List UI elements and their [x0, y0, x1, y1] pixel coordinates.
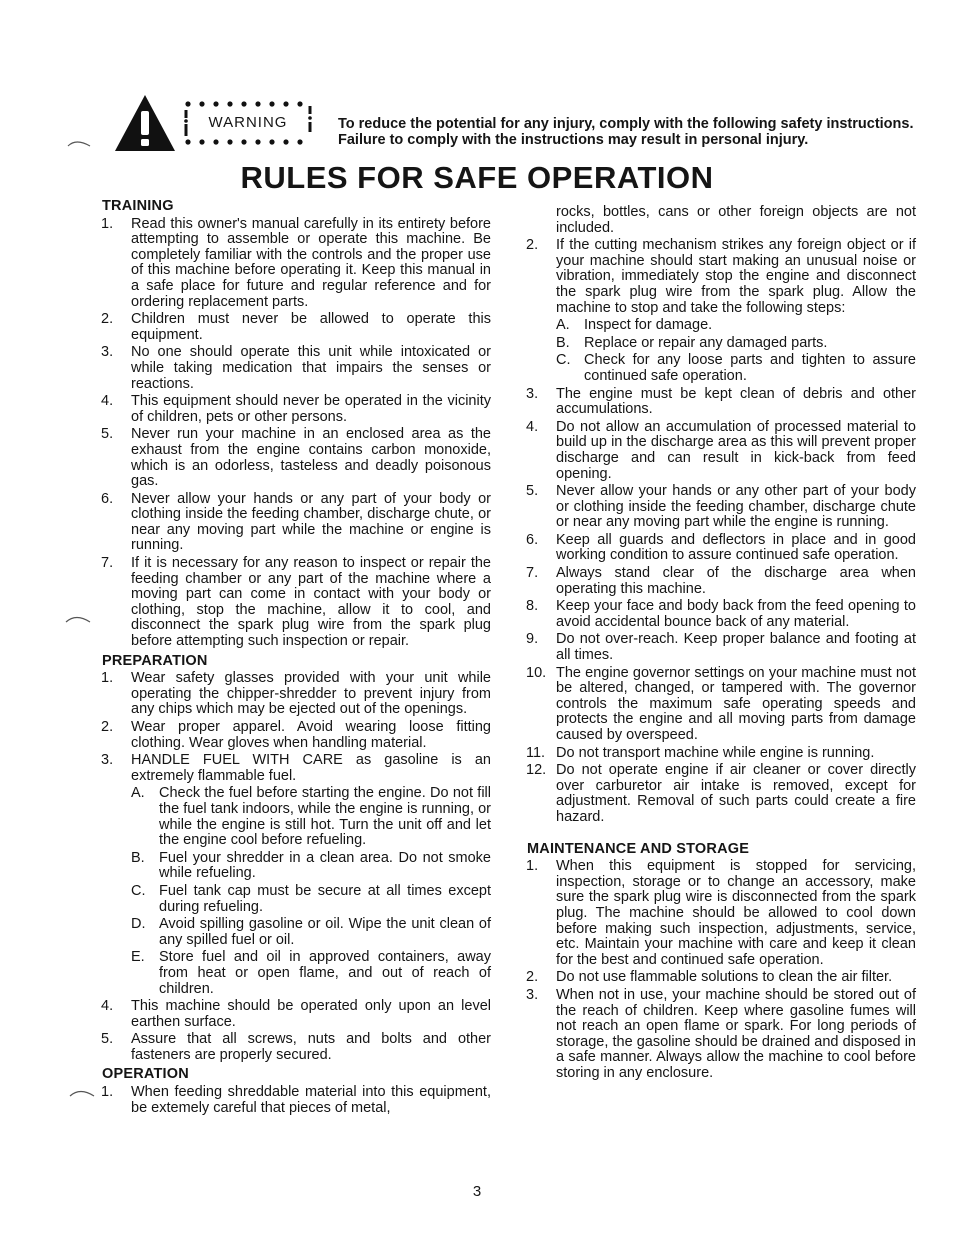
- section-heading-preparation: PREPARATION: [102, 652, 208, 669]
- list-item: 10. The engine governor settings on your machine must not be altered, changed, or tampered with. The governor controls the maximum safe operating speeds and protects the engine and all moving parts from damage caused by overspeed.: [526, 664, 916, 743]
- list-item: 3. The engine must be kept clean of debris and other accumulations.: [526, 385, 916, 418]
- list-item: 1. When this equipment is stopped for servicing, inspection, storage or to change an accessory, make sure the spark plug wire is disconnected from the spark plug. The machine should be allowed to cool down before making such inspection, adjustments, service, etc. Maintain your machine with care and keep it clean for the best and continued safe operation.: [526, 858, 916, 968]
- list-item: 7. Always stand clear of the discharge area when operating this machine.: [526, 565, 916, 597]
- sub-list-item: E. Store fuel and oil in approved containers, away from heat or open flame, and out of reach of children.: [131, 949, 491, 997]
- list-item: 8. Keep your face and body back from the feed opening to avoid accidental bounce back of any material.: [526, 598, 916, 630]
- sub-list-item: B. Replace or repair any damaged parts.: [556, 334, 828, 351]
- list-item: 3. When not in use, your machine should be stored out of the reach of children. Keep where gasoline fumes will not reach an open flame or spark. For long periods of storage, the gasoline should be drained and disposed in a safe manner. Always allow the machine to cool before storing in any enclosure.: [526, 986, 916, 1081]
- sub-list-item: D. Avoid spilling gasoline or oil. Wipe the unit clean of any spilled fuel or oil.: [131, 916, 491, 948]
- section-heading-operation: OPERATION: [102, 1066, 189, 1083]
- list-item: 6. Never allow your hands or any part of your body or clothing inside the feeding chamber, discharge chute, or near any moving part while the machine or engine is running.: [101, 490, 491, 554]
- list-item: 9. Do not over-reach. Keep proper balance and footing at all times.: [526, 631, 916, 664]
- list-item: 3. No one should operate this unit while intoxicated or while taking medication that impairs the senses or reactions.: [101, 344, 491, 392]
- list-item: 2. Children must never be allowed to operate this equipment.: [101, 311, 491, 343]
- sub-list-item: B. Fuel your shredder in a clean area. Do not smoke while refueling.: [131, 849, 491, 882]
- list-item: 1. Read this owner's manual carefully in its entirety before attempting to assemble or operate this machine. Be completely familiar with the controls and the proper use of this machine before operating it. Keep this manual in a safe place for future and regular reference and for ordering replacement parts.: [101, 215, 491, 310]
- list-item: 1. When feeding shreddable material into this equipment, be extemely careful that pieces of metal,: [101, 1084, 491, 1116]
- list-item: 4. This equipment should never be operated in the vicinity of children, pets or other persons.: [101, 393, 491, 425]
- list-item: 7. If it is necessary for any reason to inspect or repair the feeding chamber or any part of the machine where a moving part can come in contact with your body or clothing, stop the machine, allow it to cool, and disconnect the spark plug wire from the spark plug before attempting such inspection or repair.: [101, 555, 491, 650]
- page-title: RULES FOR SAFE OPERATION: [240, 160, 714, 195]
- warning-triangle-icon: [113, 93, 177, 153]
- list-item: 1. Wear safety glasses provided with your unit while operating the chipper-shredder to prevent injury from any chips which may be ejected out of the openings.: [101, 670, 491, 718]
- list-item: 4. Do not allow an accumulation of processed material to build up in the discharge area as this will prevent proper discharge and can result in kick-back from feed opening.: [526, 418, 916, 482]
- sub-list-item: A. Check the fuel before starting the engine. Do not fill the fuel tank indoors, while the engine is running, or while the engine is still hot. Turn the unit off and let the engine cool before refueling.: [131, 785, 491, 849]
- page-number: 3: [472, 1183, 482, 1200]
- list-item: 2. If the cutting mechanism strikes any foreign object or if your machine should start making an unusual noise or vibration, immediately stop the engine and disconnect the spark plug wire from the spark plug. Allow the machine to stop and take the following steps: A. Inspect for damage. B. Replace or repair any damaged parts. C. Check for any loose parts and tighten to assure continued safe operation.: [526, 237, 916, 384]
- warning-label: WARNING: [208, 114, 288, 131]
- warning-text: To reduce the potential for any injury, comply with the following safety instructions. Failure to comply with the instructions may result in personal injury.: [338, 116, 914, 148]
- section-heading-maintenance: MAINTENANCE AND STORAGE: [527, 840, 750, 857]
- list-item: 4. This machine should be operated only upon an level earthen surface.: [101, 998, 491, 1030]
- section-heading-training: TRAINING: [102, 198, 174, 214]
- list-item: 5. Never run your machine in an enclosed area as the exhaust from the engine contains carbon monoxide, which is an odorless, tasteless and deadly poisonous gas.: [101, 426, 491, 490]
- list-item-continuation: rocks, bottles, cans or other foreign objects are not included.: [556, 204, 916, 236]
- right-column: [526, 205, 916, 1083]
- scan-mark: [68, 1086, 98, 1100]
- sub-list-item: C. Check for any loose parts and tighten to assure continued safe operation.: [556, 352, 916, 384]
- scan-mark: [66, 136, 94, 150]
- list-item: 3. HANDLE FUEL WITH CARE as gasoline is an extremely flammable fuel. A. Check the fuel before starting the engine. Do not fill the fuel tank indoors, while the engine is running, or while the engine is still hot. Turn the unit off and let the engine cool before refueling. B. Fuel your shredder in a clean area. Do not smoke while refueling. C. Fuel tank cap must be secure at all times except during refueling. D. Avoid spilling gasoline or oil. Wipe the unit clean of any spilled fuel or oil. E. Store fuel and oil in approved containers, away from heat or open flame, and out of reach of children.: [101, 752, 491, 997]
- list-item: 2. Do not use flammable solutions to clean the air filter.: [526, 969, 893, 986]
- list-item: 5. Never allow your hands or any other part of your body or clothing inside the feeding chamber, discharge chute or near any moving part while the engine is running.: [526, 483, 916, 531]
- list-item: 5. Assure that all screws, nuts and bolts and other fasteners are properly secured.: [101, 1031, 491, 1063]
- list-item: 12. Do not operate engine if air cleaner or cover directly over carburetor air intake is removed, except for adjustment. Removal of such parts could create a fire hazard.: [526, 762, 916, 825]
- sub-list-item: A. Inspect for damage.: [556, 317, 713, 334]
- sub-list-item: C. Fuel tank cap must be secure at all times except during refueling.: [131, 882, 491, 915]
- list-item: 11. Do not transport machine while engine is running.: [526, 744, 875, 761]
- left-column: [101, 199, 491, 1118]
- list-item: 2. Wear proper apparel. Avoid wearing loose fitting clothing. Wear gloves when handling material.: [101, 719, 491, 751]
- list-item: 6. Keep all guards and deflectors in place and in good working condition to assure continued safe operation.: [526, 531, 916, 564]
- warning-label-box: [180, 100, 316, 146]
- scan-mark: [64, 612, 94, 626]
